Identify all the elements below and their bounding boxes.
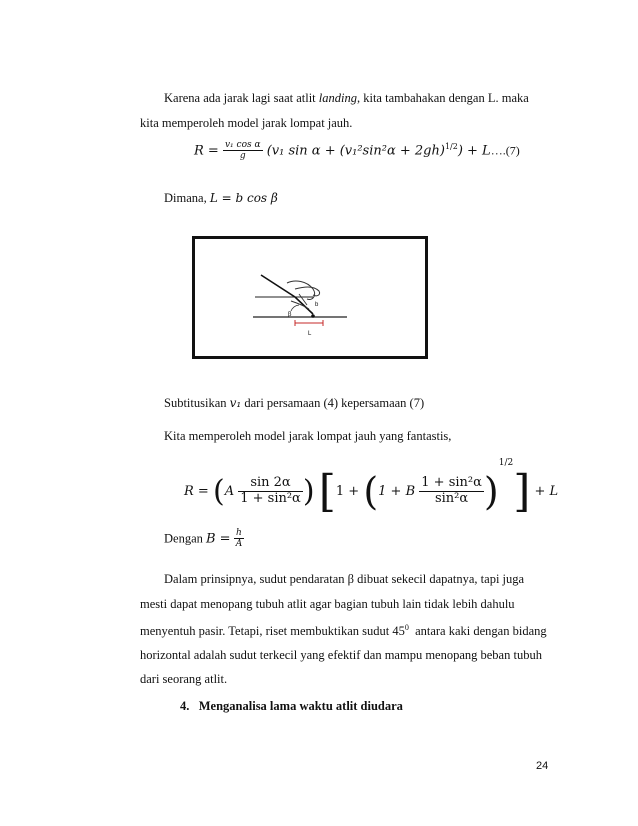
figure-label-L: L [308,331,312,337]
bracket-open: [ [318,466,336,517]
frac1-num: sin 2α [238,476,303,492]
paragraph-line: dari seorang atlit. [140,672,228,686]
dimana-equation: L = b cos β [209,191,278,205]
eq-final-frac2 [419,476,484,507]
dengan-num: h [234,528,245,539]
paragraph-line: kita memperoleh model jarak lompat jauh. [140,116,353,130]
paragraph-line [164,92,529,105]
dengan-den: A [235,539,243,550]
eq-frac-num: v₁ cos α [224,140,261,150]
long-jump-landing-sketch [195,239,425,356]
dengan-fraction [234,528,245,550]
dengan-label: Dengan [164,531,206,546]
paren-close-2: ) [483,469,499,514]
paragraph-line [140,624,547,638]
dengan-var: B = [206,531,231,547]
substitution-line [164,397,424,410]
equation-7 [194,140,520,162]
eq-final-one: 1 + [335,484,360,499]
eq-final-exp: 1/2 [498,458,514,468]
figure-label-beta: β [288,311,292,318]
frac2-den: sin²α [434,491,469,506]
eq-lhs: R = [194,143,219,159]
model-line: Kita memperoleh model jarak lompat jauh yang fantastis, [164,429,452,443]
eq-final-lhs: R = [184,484,209,499]
figure-frame [192,236,428,359]
figure-label-b: b [315,302,319,308]
paragraph-line: horizontal adalah sudut terkecil yang efektif dan mampu menopang beban tubuh [140,648,542,662]
text: , kita tambahakan dengan L. maka [356,91,529,105]
page-number: 24 [536,760,549,772]
section-heading: 4. Menganalisa lama waktu atlit diudara [180,699,403,713]
italic-text: landing [318,91,357,105]
eq-frac-den: g [239,151,246,162]
text: Subtitusikan [164,396,230,410]
text: antara kaki dengan bidang [408,624,547,639]
eq-tail: ) + L [457,143,491,159]
dengan-line [164,528,244,550]
eq-label: ….(7) [490,143,520,158]
eq-exponent: 1/2 [444,142,458,152]
paren-close: ) [302,474,315,509]
text: Karena ada jarak lagi saat atlit [164,91,319,105]
superscript: 0 [404,623,409,632]
dimana-label: Dimana, [164,191,210,205]
frac1-den: 1 + sin²α [240,491,301,506]
paragraph-line: Dalam prinsipnya, sudut pendaratan β dibuat sekecil dapatnya, tapi juga [164,572,525,586]
bracket-close: ] [513,466,531,517]
frac2-num: 1 + sin²α [421,475,482,491]
paragraph-line: mesti dapat menopang tubuh atlit agar bagian tubuh lain tidak lebih dahulu [140,597,515,611]
eq-body: (v₁ sin α + (v₁²sin²α + 2gh) [266,143,445,159]
eq-fraction [223,140,263,162]
eq-final-inner: 1 + B [378,484,416,499]
variable-v1: v₁ [229,396,242,410]
paren-open-2: ( [363,469,379,514]
paren-open: ( [212,474,225,509]
eq-final-frac1 [238,476,303,507]
eq-final-tail: + L [534,484,559,499]
text: dari persamaan (4) kepersamaan (7) [241,396,425,410]
text: menyentuh pasir. Tetapi, riset membuktikan sudut 45 [140,624,405,639]
eq-final-A: A [224,484,235,499]
dimana-line [164,192,278,205]
equation-final [184,458,558,517]
